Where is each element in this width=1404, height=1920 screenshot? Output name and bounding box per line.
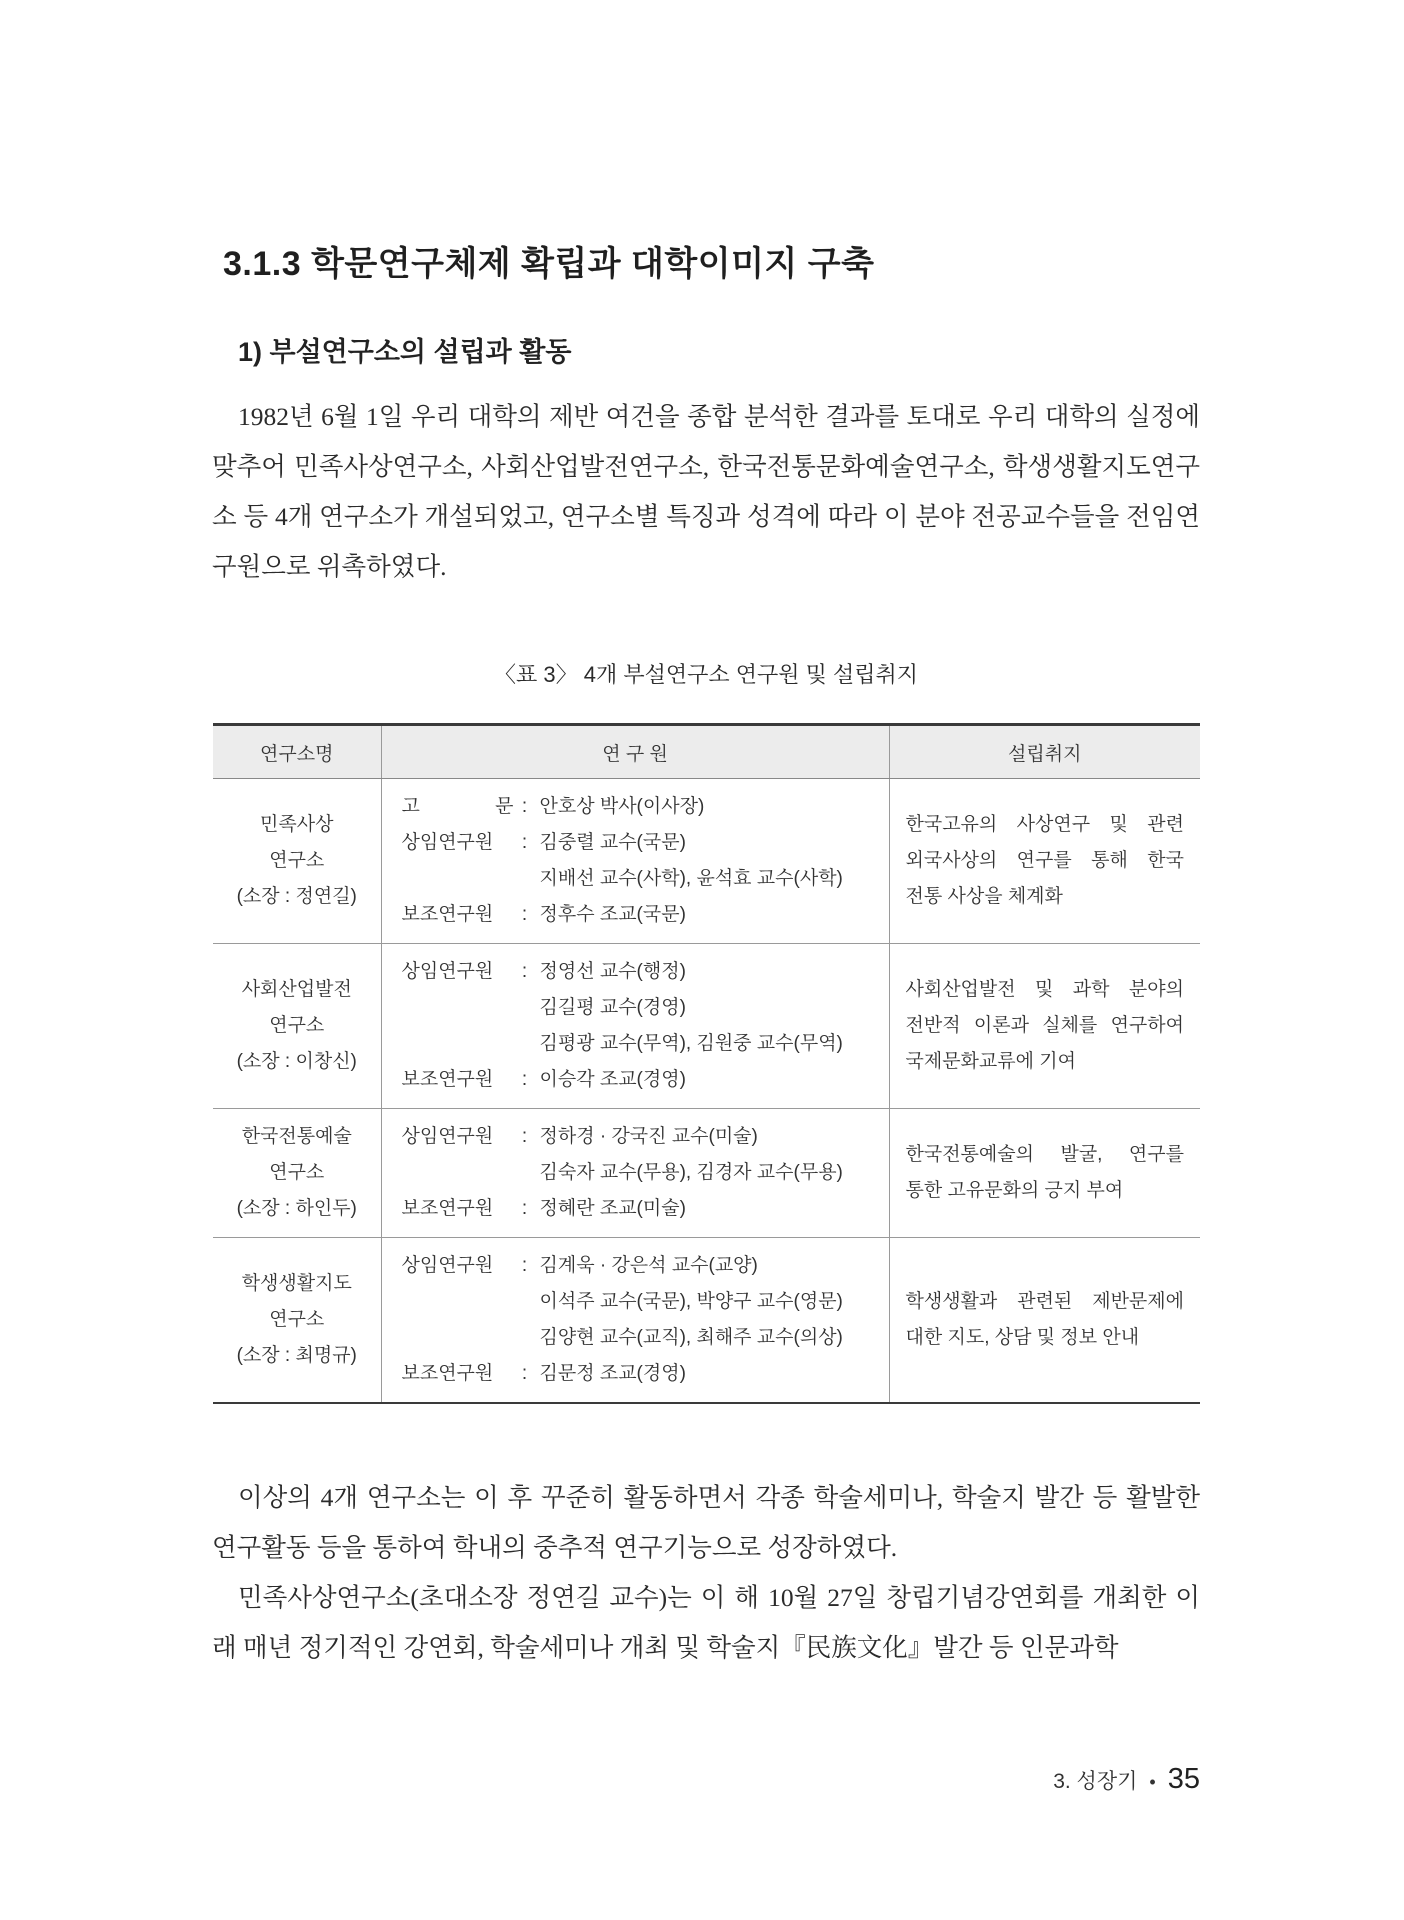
institute-name-line: (소장 : 하인두): [236, 1198, 357, 1219]
institute-name-line: (소장 : 최명규): [236, 1345, 357, 1366]
subsection-title: 1) 부설연구소의 설립과 활동: [238, 337, 572, 367]
purpose-line: 한국고유의 사상연구 및 관련: [905, 814, 1184, 835]
page-footer: [1053, 1763, 1200, 1796]
purpose-cell: [889, 1109, 1200, 1238]
role-separator: [514, 1320, 536, 1356]
institutes-table: [213, 723, 1200, 1404]
header-purpose: 설립취지: [889, 725, 1200, 779]
researcher-members: 김길평 교수(경영): [539, 997, 686, 1018]
institute-name-line: 학생생활지도: [241, 1273, 352, 1294]
researcher-line: [382, 789, 889, 825]
researcher-line: [382, 1062, 889, 1098]
researcher-role: [382, 1026, 514, 1062]
researcher-members: 지배선 교수(사학), 윤석효 교수(사학): [539, 868, 843, 889]
table-row: [213, 1238, 1200, 1404]
researcher-role: 보조연구원: [401, 1363, 494, 1384]
researcher-role: 상임연구원: [401, 1255, 494, 1276]
researcher-members: 김중렬 교수(국문): [539, 832, 686, 853]
institute-name-cell: [213, 779, 381, 944]
researcher-members: 김문정 조교(경영): [539, 1363, 686, 1384]
role-separator: :: [521, 961, 528, 982]
researchers-cell: [381, 1238, 889, 1404]
institute-name-line: 한국전통예술: [241, 1126, 352, 1147]
purpose-cell: [889, 779, 1200, 944]
researcher-role: [382, 990, 514, 1026]
role-separator: [514, 861, 536, 897]
header-institute-name: 연구소명: [213, 725, 381, 779]
body-paragraph-3: 민족사상연구소(초대소장 정연길 교수)는 이 해 10월 27일 창립기념강연회를 개최한 이래 매년 정기적인 강연회, 학술세미나 개최 및 학술지『民族文化』발간 등 인문과학: [212, 1583, 1200, 1662]
researcher-members: 김양현 교수(교직), 최해주 교수(의상): [539, 1327, 843, 1348]
institute-name-line: 사회산업발전: [241, 979, 352, 1000]
institute-name-line: (소장 : 이창신): [236, 1051, 357, 1072]
researcher-line: [382, 1284, 889, 1320]
researcher-role: 보조연구원: [401, 1069, 494, 1090]
footer-bullet: •: [1149, 1772, 1156, 1792]
purpose-line: 사회산업발전 및 과학 분야의: [905, 979, 1184, 1000]
role-separator: :: [521, 904, 528, 925]
researchers-cell: [381, 779, 889, 944]
institute-name-line: 민족사상: [260, 814, 334, 835]
purpose-line: 전통 사상을 체계화: [905, 886, 1063, 907]
table-header-row: [213, 725, 1200, 779]
researcher-members: 정혜란 조교(미술): [539, 1198, 686, 1219]
researcher-role: [382, 1155, 514, 1191]
role-separator: :: [521, 832, 528, 853]
researcher-line: [382, 1248, 889, 1284]
table-row: [213, 944, 1200, 1109]
researcher-role: [382, 1320, 514, 1356]
researcher-role: 보조연구원: [401, 1198, 494, 1219]
role-separator: [514, 1284, 536, 1320]
researcher-line: [382, 825, 889, 861]
researcher-members: 김평광 교수(무역), 김원중 교수(무역): [539, 1033, 843, 1054]
researcher-members: 김숙자 교수(무용), 김경자 교수(무용): [539, 1162, 843, 1183]
researcher-line: [382, 1320, 889, 1356]
researcher-line: [382, 1191, 889, 1227]
researcher-role: 상임연구원: [401, 961, 494, 982]
researcher-line: [382, 954, 889, 990]
researcher-role: 보조연구원: [401, 904, 494, 925]
role-separator: :: [521, 796, 528, 817]
footer-chapter-label: 3. 성장기: [1053, 1770, 1138, 1793]
institute-name-line: 연구소: [269, 1309, 325, 1330]
institute-name-line: 연구소: [269, 1015, 325, 1036]
researcher-role: [382, 1284, 514, 1320]
researcher-role: 상임연구원: [401, 1126, 494, 1147]
purpose-line: 대한 지도, 상담 및 정보 안내: [905, 1327, 1140, 1348]
purpose-line: 통한 고유문화의 긍지 부여: [905, 1180, 1124, 1201]
researcher-members: 이석주 교수(국문), 박양구 교수(영문): [539, 1291, 843, 1312]
researcher-role: 고 문: [401, 796, 514, 817]
researcher-members: 정하경 · 강국진 교수(미술): [539, 1126, 758, 1147]
researcher-line: [382, 1026, 889, 1062]
purpose-line: 한국전통예술의 발굴, 연구를: [905, 1144, 1184, 1165]
institute-name-line: (소장 : 정연길): [236, 886, 357, 907]
role-separator: :: [521, 1198, 528, 1219]
researchers-cell: [381, 1109, 889, 1238]
researcher-role: 상임연구원: [401, 832, 494, 853]
table-caption: 〈표 3〉 4개 부설연구소 연구원 및 설립취지: [494, 662, 918, 687]
table-row: [213, 779, 1200, 944]
researcher-members: 김계욱 · 강은석 교수(교양): [539, 1255, 758, 1276]
purpose-cell: [889, 944, 1200, 1109]
researcher-members: 정후수 조교(국문): [539, 904, 686, 925]
intro-paragraph: 1982년 6월 1일 우리 대학의 제반 여건을 종합 분석한 결과를 토대로 우리 대학의 실정에 맞추어 민족사상연구소, 사회산업발전연구소, 한국전통문화예술연구소, 학생생활지도연구소 등 4개 연구소가 개설되었고, 연구소별 특징과 성격에 따라 이 분야 전공교수들을 전임연구원으로 위촉하였다.: [212, 402, 1200, 581]
role-separator: [514, 1155, 536, 1191]
institute-name-cell: [213, 1109, 381, 1238]
header-researchers: 연 구 원: [381, 725, 889, 779]
role-separator: :: [521, 1363, 528, 1384]
body-paragraph-2: 이상의 4개 연구소는 이 후 꾸준히 활동하면서 각종 학술세미나, 학술지 발간 등 활발한 연구활동 등을 통하여 학내의 중추적 연구기능으로 성장하였다.: [212, 1483, 1200, 1562]
researcher-line: [382, 1356, 889, 1392]
researcher-role: [382, 861, 514, 897]
researcher-line: [382, 1119, 889, 1155]
researcher-line: [382, 990, 889, 1026]
institute-name-line: 연구소: [269, 1162, 325, 1183]
purpose-cell: [889, 1238, 1200, 1404]
page-number: 35: [1167, 1763, 1200, 1795]
institute-name-cell: [213, 944, 381, 1109]
researcher-line: [382, 861, 889, 897]
table-row: [213, 1109, 1200, 1238]
researcher-members: 정영선 교수(행정): [539, 961, 686, 982]
researcher-members: 이승각 조교(경영): [539, 1069, 686, 1090]
role-separator: :: [521, 1069, 528, 1090]
institute-name-line: 연구소: [269, 850, 325, 871]
purpose-line: 전반적 이론과 실체를 연구하여: [905, 1015, 1184, 1036]
purpose-line: 외국사상의 연구를 통해 한국: [905, 850, 1184, 871]
researcher-line: [382, 897, 889, 933]
section-title: 3.1.3 학문연구체제 확립과 대학이미지 구축: [223, 245, 875, 283]
role-separator: [514, 990, 536, 1026]
role-separator: :: [521, 1255, 528, 1276]
role-separator: :: [521, 1126, 528, 1147]
purpose-line: 국제문화교류에 기여: [905, 1051, 1076, 1072]
institute-name-cell: [213, 1238, 381, 1404]
researcher-members: 안호상 박사(이사장): [539, 796, 705, 817]
researchers-cell: [381, 944, 889, 1109]
role-separator: [514, 1026, 536, 1062]
purpose-line: 학생생활과 관련된 제반문제에: [905, 1291, 1184, 1312]
researcher-line: [382, 1155, 889, 1191]
